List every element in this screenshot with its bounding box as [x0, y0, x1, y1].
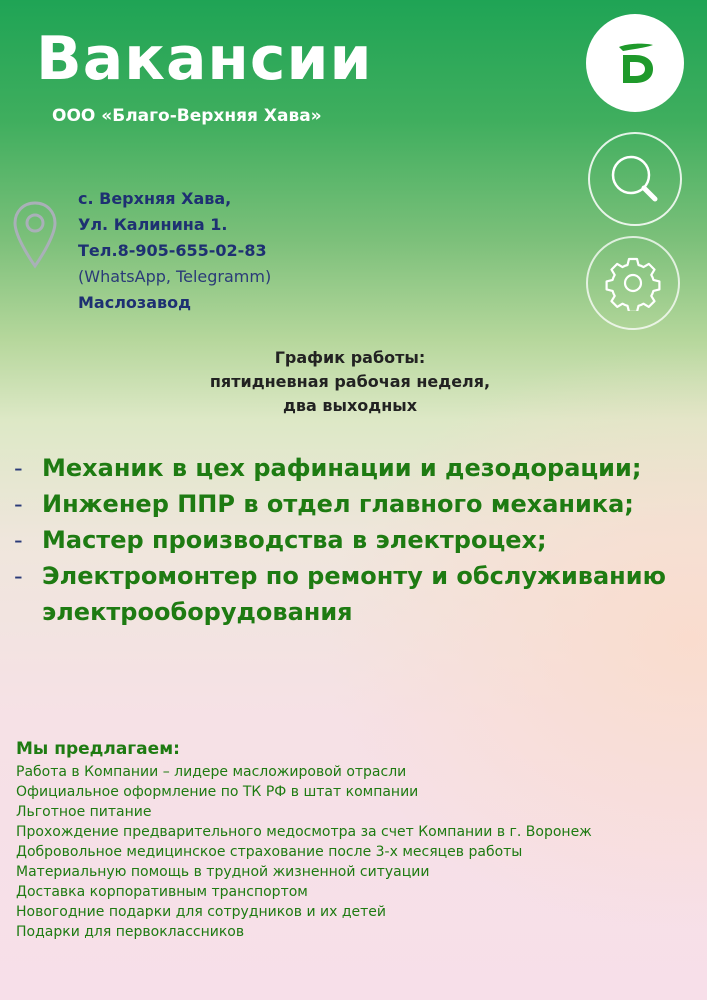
job-title: Электромонтер по ремонту и обслуживанию электрооборудования [42, 562, 666, 626]
offer-item: Работа в Компании – лидере масложировой отрасли [16, 764, 407, 780]
schedule-line-2: два выходных [282, 396, 418, 415]
phone-number: Тел.8-905-655-02-83 [78, 241, 267, 260]
gear-icon [605, 255, 661, 311]
job-title: Мастер производства в электроцех; [42, 526, 547, 554]
job-title: Инженер ППР в отдел главного механика; [42, 490, 634, 518]
company-name: ООО «Благо-Верхняя Хава» [52, 106, 322, 126]
work-schedule [150, 346, 550, 418]
job-title: Механик в цех рафинации и дезодорации; [42, 454, 642, 482]
site-name: Маслозавод [78, 293, 192, 312]
offer-item: Материальную помощь в трудной жизненной ситуации [16, 864, 430, 880]
offer-item: Добровольное медицинское страхование после 3-х месяцев работы [16, 844, 523, 860]
offer-item: Новогодние подарки для сотрудников и их детей [16, 904, 386, 920]
blago-logo-icon [611, 39, 659, 87]
schedule-title: График работы: [274, 348, 426, 367]
offer-item: Официальное оформление по ТК РФ в штат компании [16, 784, 419, 800]
address-village: с. Верхняя Хава, [78, 189, 232, 208]
page-title: Вакансии [36, 24, 373, 94]
address-street: Ул. Калинина 1. [78, 215, 228, 234]
job-item: - Инженер ППР в отдел главного механика; [14, 490, 634, 518]
offers-list [16, 762, 696, 942]
job-item: - Электромонтер по ремонту и обслуживанию электрооборудования [14, 562, 666, 626]
messengers: (WhatsApp, Telegramm) [78, 267, 272, 286]
offer-item: Прохождение предварительного медосмотра за счет Компании в г. Воронеж [16, 824, 592, 840]
offer-item: Доставка корпоративным транспортом [16, 884, 308, 900]
search-icon [605, 149, 665, 209]
schedule-line-1: пятидневная рабочая неделя, [209, 372, 491, 391]
location-pin-icon [12, 200, 58, 270]
job-item: - Механик в цех рафинации и дезодорации; [14, 454, 642, 482]
offer-item: Льготное питание [16, 804, 152, 820]
search-badge [588, 132, 682, 226]
offer-item: Подарки для первоклассников [16, 924, 245, 940]
job-item: - Мастер производства в электроцех; [14, 526, 547, 554]
address-block [78, 186, 271, 316]
gear-badge [586, 236, 680, 330]
offers-block [16, 738, 696, 942]
logo-badge [586, 14, 684, 112]
offers-title: Мы предлагаем: [16, 739, 180, 759]
job-list [10, 450, 700, 630]
